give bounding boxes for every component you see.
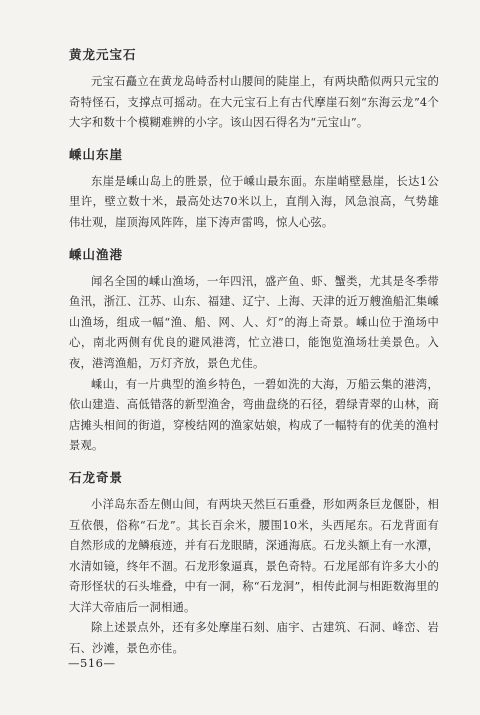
page-body (69, 46, 439, 660)
section-heading: 黄龙元宝石 (69, 47, 137, 62)
paragraph: 小洋岛东岙左侧山间，有两块天然巨石重叠，形如两条巨龙偃卧，相互依偎，俗称“石龙”。其长百余米，腰围10米，头西尾东。石龙背面有自然形成的龙鳞痕迹，并有石龙眼睛，深通海底。石龙头额上有一水潭，水清如镜，终年不涸。石龙形象逼真，景色奇特。石龙尾部有许多大小的奇形怪状的石头堆叠，中有一洞，称“石龙洞”，相传此洞与相距数海里的大洋大帝庙后一洞相通。 (69, 497, 439, 614)
paragraph: 闻名全国的嵊山渔场，一年四汛，盛产鱼、虾、蟹类，尤其是冬季带鱼汛，浙江、江苏、山东、福建、辽宁、上海、天津的近万艘渔船汇集嵊山渔场，组成一幅“渔、船、网、人、灯”的海上奇景。嵊山位于渔场中心，南北两侧有优良的避风港湾，忙立港口，能饱览渔场壮美景色。入夜，港湾渔船，万灯齐放，景色尤佳。 (69, 274, 439, 370)
paragraph: 除上述景点外，还有多处摩崖石刻、庙宇、古建筑、石洞、峰峦、岩石、沙滩，景色亦佳。 (69, 621, 439, 656)
paragraph: 元宝石矗立在黄龙岛峙岙村山腰间的陡崖上，有两块酷似两只元宝的奇特怪石，支撑点可摇动。在大元宝石上有古代摩崖石刻“东海云龙”4个大字和数十个模糊难辨的小字。该山因石得名为“元宝山”。 (69, 75, 439, 130)
paragraph: 东崖是嵊山岛上的胜景，位于嵊山最东面。东崖峭壁悬崖，长达1公里许，壁立数十米，最高处达70米以上，直削入海，风急浪高，气势雄伟壮观，崖顶海风阵阵，崖下涛声雷鸣，惊人心弦。 (69, 174, 439, 229)
section-heading: 嵊山渔港 (69, 246, 124, 262)
section-heading: 石龙奇景 (69, 469, 124, 485)
paragraph: 嵊山，有一片典型的渔乡特色，一碧如洗的大海，万船云集的港湾，依山建造、高低错落的新型渔舍，弯曲盘绕的石径，碧绿青翠的山林，商店摊头相间的街道，穿梭结网的渔家姑娘，构成了一幅特有的优美的渔村景观。 (69, 377, 439, 453)
section-heading: 嵊山东崖 (69, 146, 124, 162)
page-number: —516— (68, 656, 116, 670)
